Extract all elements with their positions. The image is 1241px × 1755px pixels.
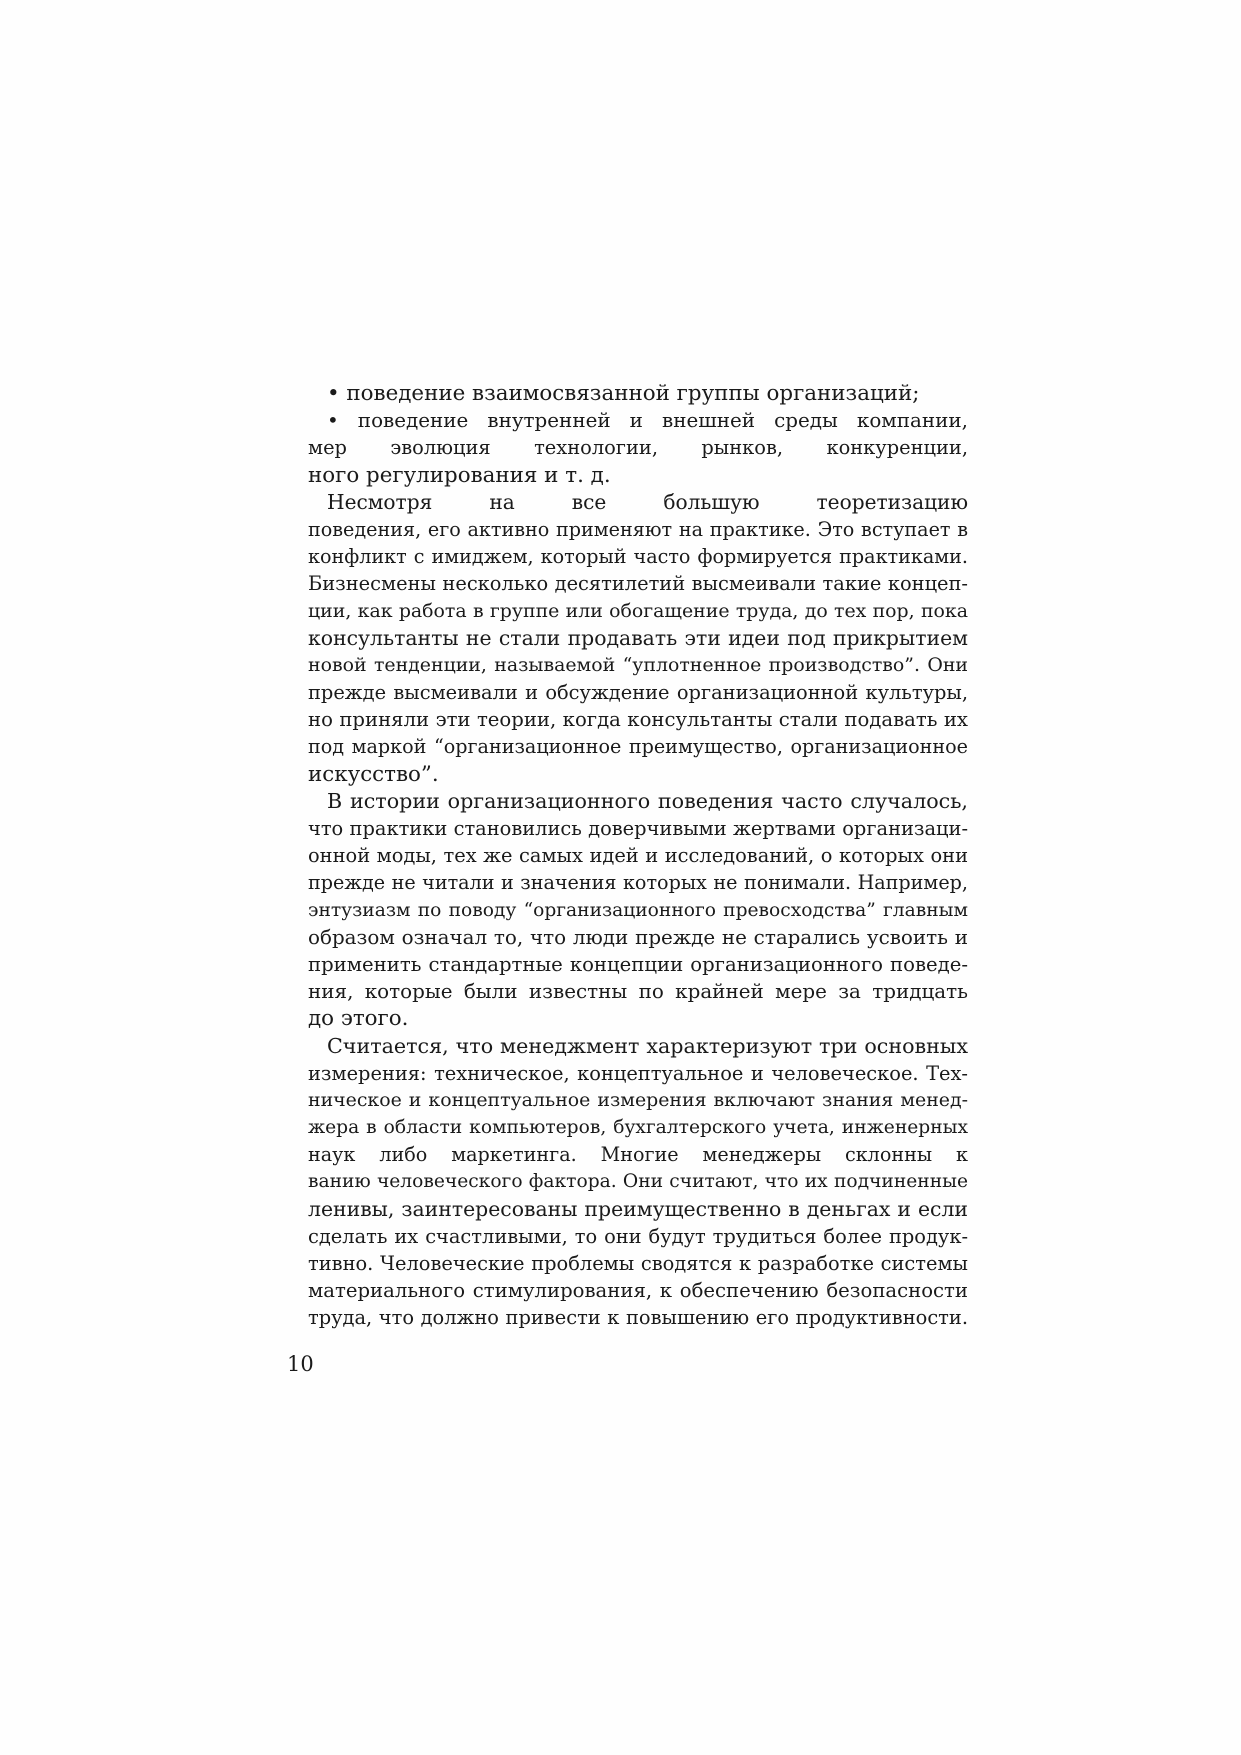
- paragraph-1-line-9: но приняли эти теории, когда консультанты стали подавать их: [308, 708, 968, 732]
- paragraph-2-line-9: до этого.: [308, 1006, 409, 1032]
- paragraph-3-line-9: тивно. Человеческие проблемы сводятся к разработке системы: [308, 1252, 968, 1275]
- paragraph-3-line-5: наук либо маркетинга. Многие менеджеры склонны к: [308, 1143, 968, 1167]
- page-number: 10: [287, 1352, 314, 1376]
- paragraph-2-line-3: онной моды, тех же самых идей и исследований, о которых они: [308, 844, 968, 868]
- paragraph-2-line-7: применить стандартные концепции организационного поведе-: [308, 952, 968, 976]
- bullet-item-2-line-2: мер эволюция технологии, рынков, конкуренции,: [308, 436, 968, 460]
- paragraph-2-line-8: ния, которые были известны по крайней мере за тридцать: [308, 980, 968, 1004]
- paragraph-1-line-10: под маркой “организационное преимущество, организационное: [308, 735, 968, 759]
- paragraph-1-line-5: ции, как работа в группе или обогащение труда, до тех пор, пока: [308, 599, 968, 622]
- paragraph-3-line-7: ленивы, заинтересованы преимущественно в деньгах и если: [308, 1196, 968, 1221]
- paragraph-2-line-6: образом означал то, что люди прежде не старались усвоить и: [308, 925, 968, 949]
- paragraph-3-line-11: труда, что должно привести к повышению его продуктивности.: [308, 1306, 968, 1330]
- paragraph-3-line-2: измерения: техническое, концептуальное и человеческое. Тех-: [308, 1061, 968, 1085]
- paragraph-3-line-4: жера в области компьютеров, бухгалтерского учета, инженерных: [308, 1117, 968, 1139]
- paragraph-1-line-8: прежде высмеивали и обсуждение организационной культуры,: [308, 681, 968, 705]
- paragraph-1-line-7: новой тенденции, называемой “уплотненное производство”. Они: [308, 653, 968, 676]
- bullet-item-2-line-3: ного регулирования и т. д.: [308, 462, 611, 488]
- paragraph-1-line-2: поведения, его активно применяют на практике. Это вступает в: [308, 517, 968, 541]
- body-text: [308, 380, 968, 1332]
- paragraph-2-line-2: что практики становились доверчивыми жертвами организаци-: [308, 817, 968, 840]
- paragraph-2-line-5: энтузиазм по поводу “организационного превосходства” главным: [308, 899, 968, 921]
- paragraph-3-line-10: материального стимулирования, к обеспечению безопасности: [308, 1279, 968, 1303]
- paragraph-3-line-1: Считается, что менеджмент характеризуют три основных: [327, 1033, 968, 1058]
- bullet-item-1: • поведение взаимосвязанной группы организаций;: [327, 381, 920, 406]
- paragraph-1-line-1: Несмотря на все большую теоретизацию: [327, 489, 968, 514]
- paragraph-2-line-1: В истории организационного поведения часто случалось,: [327, 788, 968, 813]
- paragraph-1-line-11: искусство”.: [308, 761, 439, 787]
- paragraph-3-line-8: сделать их счастливыми, то они будут трудиться более продук-: [308, 1224, 968, 1248]
- bullet-item-2-line-1: • поведение внутренней и внешней среды компании,: [327, 409, 968, 433]
- paragraph-2-line-4: прежде не читали и значения которых не понимали. Например,: [308, 871, 968, 895]
- paragraph-1-line-3: конфликт с имиджем, который часто формируется практиками.: [308, 545, 968, 569]
- paragraph-3-line-6: ванию человеческого фактора. Они считают, что их подчиненные: [308, 1171, 968, 1193]
- paragraph-1-line-4: Бизнесмены несколько десятилетий высмеивали такие концеп-: [308, 572, 968, 596]
- paragraph-1-line-6: консультанты не стали продавать эти идеи под прикрытием: [308, 625, 968, 650]
- paragraph-3-line-3: ническое и концептуальное измерения включают знания менед-: [308, 1088, 968, 1111]
